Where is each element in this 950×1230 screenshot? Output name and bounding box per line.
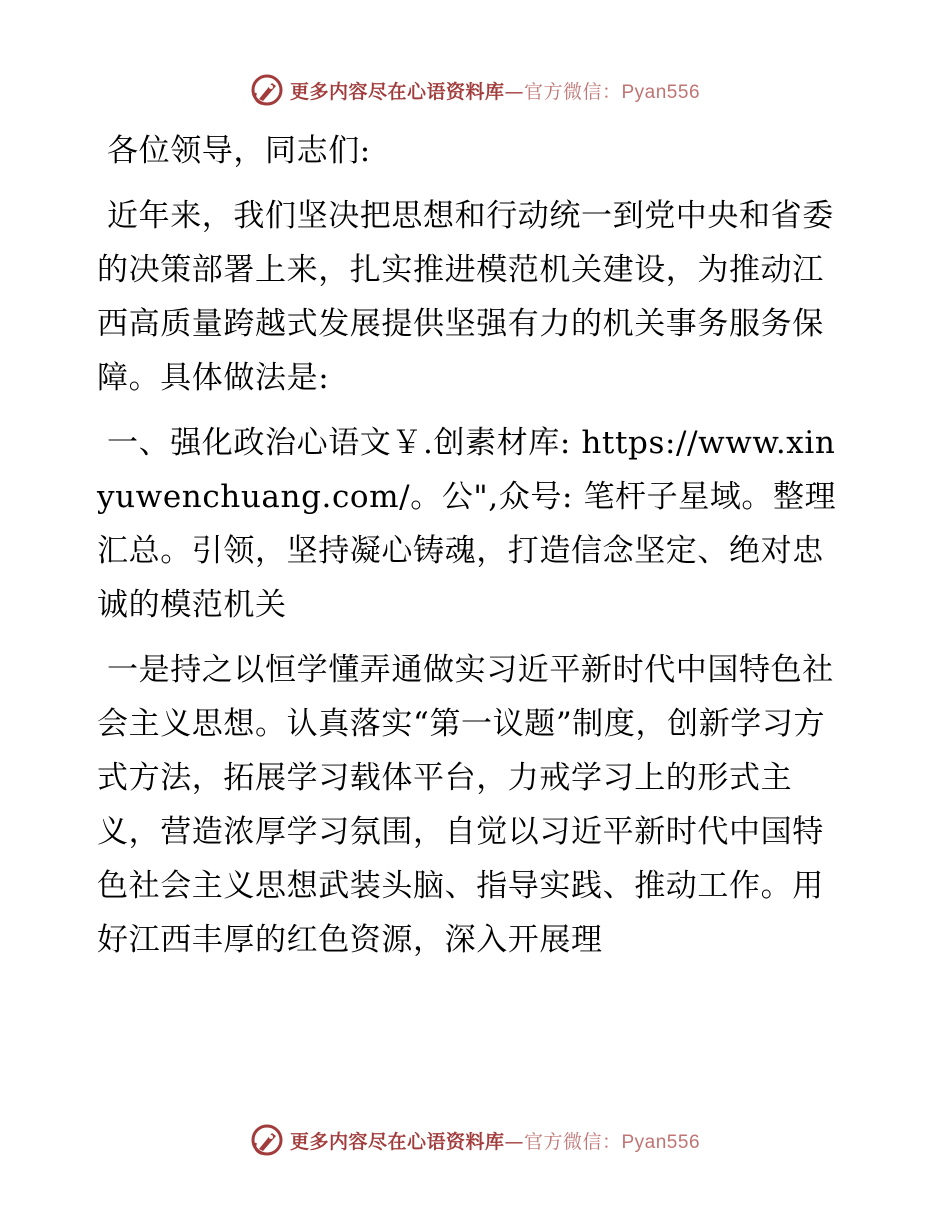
salutation-paragraph: 各位领导，同志们: (107, 133, 371, 169)
watermark-main-text: 更多内容尽在心语资料库 (289, 80, 505, 103)
footer-watermark-banner (0, 1120, 950, 1160)
fountain-pen-seal-icon (250, 1123, 284, 1157)
intro-paragraph: 近年来，我们坚决把思想和行动统一到党中央和省委的决策部署上来，扎实推进模范机关建设，为推动江西高质量跨越式发展提供坚强有力的机关事务服务保障。具体做法是: (97, 198, 834, 396)
document-body (97, 124, 849, 978)
header-watermark-banner (0, 70, 950, 110)
watermark-wechat-id: Pyan556 (621, 81, 701, 103)
watermark-text (290, 77, 700, 104)
watermark-dash: — (504, 80, 524, 103)
watermark-main-text: 更多内容尽在心语资料库 (289, 1130, 505, 1153)
body-paragraph: 一是持之以恒学懂弄通做实习近平新时代中国特色社会主义思想。认真落实“第一议题”制度，创新学习方式方法，拓展学习载体平台，力戒学习上的形式主义，营造浓厚学习氛围，自觉以习近平新时代中国特色社会主义思想武装头脑、指导实践、推动工作。用好江西丰厚的红色资源，深入开展理 (97, 652, 834, 958)
watermark-official-label: 官方微信： (523, 80, 622, 103)
watermark-official-label: 官方微信： (523, 1130, 622, 1153)
watermark-wechat-id: Pyan556 (621, 1131, 701, 1153)
watermark-dash: — (504, 1130, 524, 1153)
fountain-pen-seal-icon (250, 73, 284, 107)
watermark-text (290, 1127, 700, 1154)
section-heading-paragraph: 一、强化政治心语文￥.创素材库: https://www.xinyuwenchuang.com/。公",众号: 笔杆子星域。整理汇总。引领，坚持凝心铸魂，打造信念坚定、绝对忠诚的模范机关 (97, 425, 837, 623)
